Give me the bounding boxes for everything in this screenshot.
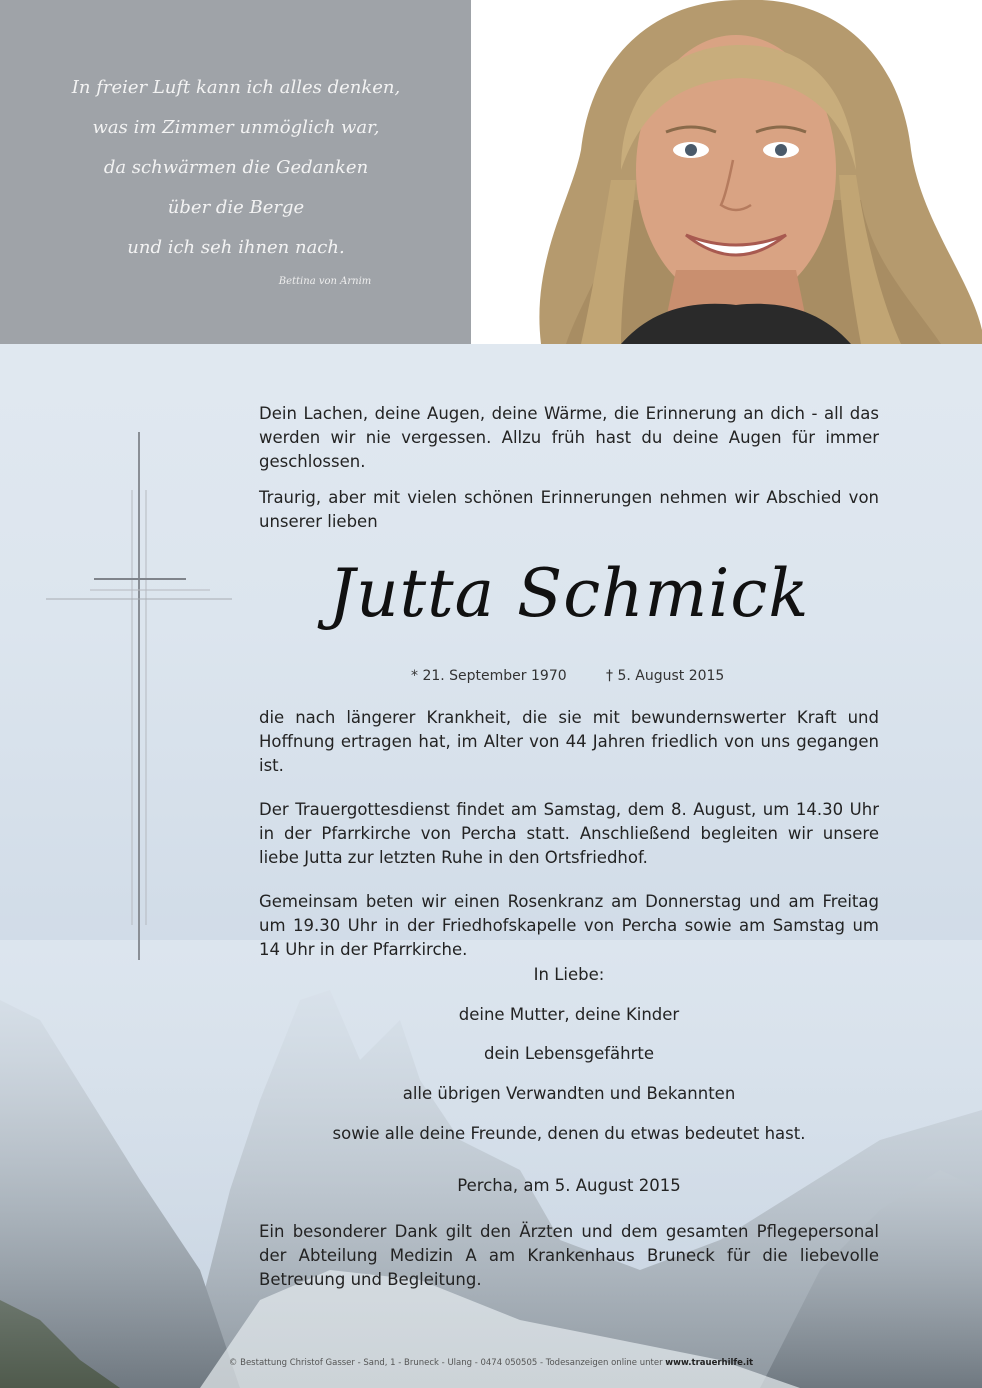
deceased-name: Jutta Schmick	[328, 555, 810, 632]
birth-date: * 21. September 1970	[411, 668, 567, 684]
quote-line: was im Zimmer unmöglich war,	[92, 117, 380, 138]
intro-paragraph: Dein Lachen, deine Augen, deine Wärme, die Erinnerung an dich - all das werden wir nie vergessen. Allzu früh hast du deine Augen für immer geschlossen.	[259, 404, 879, 471]
mourner-line: sowie alle deine Freunde, denen du etwas bedeutet hast.	[332, 1124, 806, 1143]
footer	[0, 1358, 982, 1368]
intro-paragraph: Traurig, aber mit vielen schönen Erinnerungen nehmen wir Abschied von unserer lieben	[259, 488, 879, 531]
body-paragraph: Der Trauergottesdienst findet am Samstag, dem 8. August, um 14.30 Uhr in der Pfarrkirche von Percha statt. Anschließend begleiten wir unsere liebe Jutta zur letzten Ruhe in den Ortsfriedhof.	[259, 800, 879, 867]
thanks-paragraph: Ein besonderer Dank gilt den Ärzten und dem gesamten Pflegepersonal der Abteilung Medizin A am Krankenhaus Bruneck für die liebevolle Betreuung und Begleitung.	[259, 1222, 879, 1289]
mourners-heading: In Liebe:	[533, 965, 605, 984]
intro-text	[259, 402, 879, 546]
footer-website-link[interactable]: www.trauerhilfe.it	[665, 1358, 754, 1368]
quote-line: In freier Luft kann ich alles denken,	[71, 77, 401, 98]
quote-line: da schwärmen die Gedanken	[103, 157, 369, 178]
mourner-line: deine Mutter, deine Kinder	[458, 1005, 680, 1024]
footer-text: © Bestattung Christof Gasser - Sand, 1 - Bruneck - Ulang - 0474 050505 - Todesanzeigen online unter	[228, 1358, 663, 1368]
quote-line: über die Berge	[167, 197, 305, 218]
body-text	[259, 706, 879, 982]
body-paragraph: Gemeinsam beten wir einen Rosenkranz am Donnerstag und am Freitag um 19.30 Uhr in der Friedhofskapelle von Percha sowie am Samstag um 14 Uhr in der Pfarrkirche.	[259, 892, 879, 959]
portrait-illustration	[471, 0, 982, 344]
death-date: † 5. August 2015	[606, 668, 725, 684]
quote	[60, 68, 412, 268]
portrait-photo	[471, 0, 982, 344]
place-date: Percha, am 5. August 2015	[457, 1176, 681, 1195]
quote-author: Bettina von Arnim	[278, 276, 372, 287]
body-paragraph: die nach längerer Krankheit, die sie mit bewundernswerter Kraft und Hoffnung ertragen hat, im Alter von 44 Jahren friedlich von uns gegangen ist.	[259, 708, 879, 775]
quote-panel	[0, 0, 471, 344]
cross-icon	[40, 430, 240, 960]
mourner-line: alle übrigen Verwandten und Bekannten	[402, 1084, 736, 1103]
mourner-line: dein Lebensgefährte	[483, 1044, 655, 1063]
quote-line: und ich seh ihnen nach.	[127, 237, 345, 258]
